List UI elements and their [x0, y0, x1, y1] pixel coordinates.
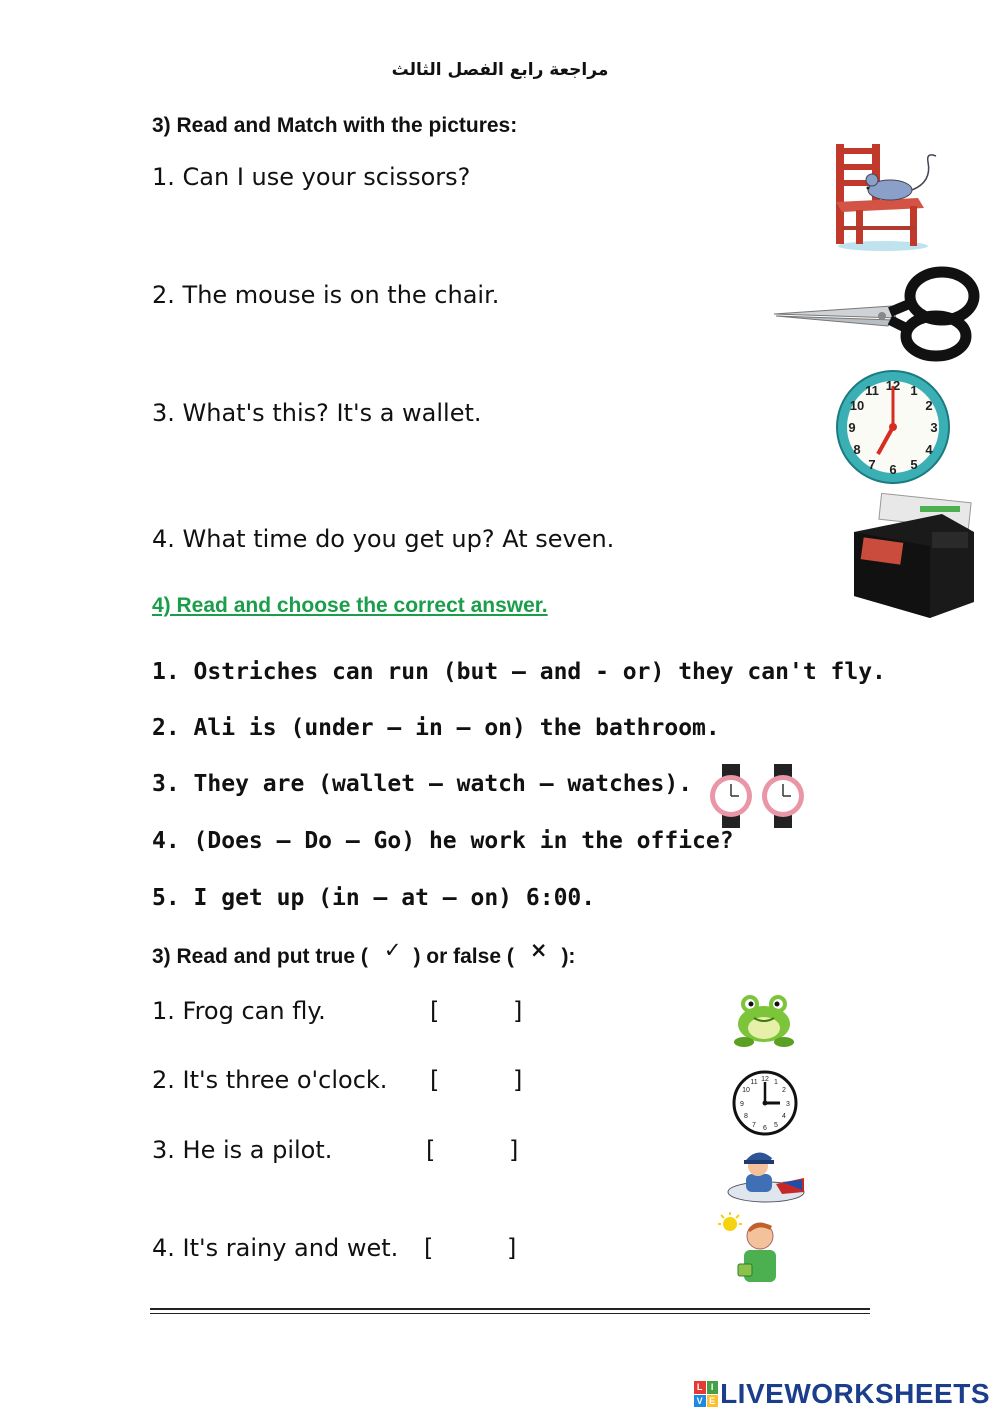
svg-text:9: 9 — [740, 1101, 744, 1108]
svg-text:8: 8 — [744, 1113, 748, 1120]
svg-text:10: 10 — [742, 1087, 750, 1094]
watches-picture — [708, 764, 810, 828]
svg-text:9: 9 — [848, 420, 856, 435]
pilot-picture — [726, 1144, 806, 1208]
svg-text:2: 2 — [782, 1087, 786, 1094]
svg-text:7: 7 — [868, 457, 876, 472]
svg-text:4: 4 — [925, 442, 933, 457]
answer-bracket-close: ] — [509, 1136, 519, 1164]
match-item-1: 1. Can I use your scissors? — [152, 163, 471, 191]
svg-text:10: 10 — [849, 398, 865, 413]
svg-text:1: 1 — [774, 1079, 778, 1086]
clock-three-picture — [732, 1070, 798, 1136]
answer-bracket-open: [ — [424, 1234, 434, 1262]
svg-text:11: 11 — [750, 1079, 758, 1086]
clock-seven-picture[interactable] — [834, 368, 952, 486]
truefalse-heading-part2: ) or false ( — [413, 945, 514, 968]
cross-mark-icon: × — [529, 938, 548, 962]
truefalse-item-1: 1. Frog can fly. — [152, 997, 326, 1025]
svg-text:6: 6 — [889, 462, 897, 477]
liveworksheets-logo-icon — [694, 1381, 718, 1407]
logo-letter: L — [694, 1381, 706, 1394]
svg-text:3: 3 — [930, 420, 938, 435]
answer-bracket-close: ] — [507, 1234, 517, 1262]
choose-item-3: 3. They are (wallet – watch – watches). — [152, 771, 693, 797]
logo-letter: E — [707, 1395, 719, 1408]
choose-item-1: 1. Ostriches can run (but – and - or) they can't fly. — [152, 659, 886, 685]
truefalse-item-4: 4. It's rainy and wet. — [152, 1234, 399, 1262]
choose-heading: 4) Read and choose the correct answer. — [152, 594, 548, 617]
svg-text:4: 4 — [782, 1113, 786, 1120]
divider-line — [150, 1313, 870, 1314]
svg-text:12: 12 — [885, 378, 901, 393]
worksheet-title: مراجعة رابع الفصل الثالث — [391, 60, 609, 80]
svg-text:1: 1 — [910, 383, 918, 398]
svg-text:8: 8 — [853, 442, 861, 457]
wallet-picture[interactable] — [850, 492, 980, 620]
liveworksheets-logo-text: LIVEWORKSHEETS — [720, 1378, 990, 1409]
frog-picture — [734, 994, 794, 1048]
choose-item-4: 4. (Does – Do – Go) he work in the office? — [152, 828, 734, 854]
answer-bracket-open: [ — [430, 1066, 440, 1094]
check-mark-icon: ✓ — [383, 938, 402, 962]
match-item-3: 3. What's this? It's a wallet. — [152, 399, 482, 427]
svg-text:2: 2 — [925, 398, 933, 413]
logo-letter: I — [707, 1381, 719, 1394]
answer-bracket-open: [ — [426, 1136, 436, 1164]
truefalse-heading-part3: ): — [561, 945, 576, 968]
rainy-boy-picture — [716, 1212, 788, 1290]
truefalse-heading — [152, 938, 576, 969]
match-item-4: 4. What time do you get up? At seven. — [152, 525, 615, 553]
truefalse-heading-part1: 3) Read and put true ( — [152, 945, 368, 968]
svg-text:11: 11 — [865, 383, 879, 398]
scissors-picture[interactable] — [772, 266, 978, 362]
liveworksheets-logo — [694, 1378, 990, 1410]
answer-box-1[interactable] — [445, 997, 509, 1029]
answer-box-4[interactable] — [439, 1234, 503, 1266]
svg-text:12: 12 — [761, 1076, 769, 1083]
answer-box-3[interactable] — [441, 1136, 505, 1168]
answer-box-2[interactable] — [445, 1066, 509, 1098]
svg-text:5: 5 — [774, 1122, 778, 1129]
svg-text:5: 5 — [910, 457, 918, 472]
answer-bracket-close: ] — [513, 997, 523, 1025]
logo-letter: V — [694, 1395, 706, 1408]
choose-item-2: 2. Ali is (under – in – on) the bathroom. — [152, 715, 720, 741]
svg-text:6: 6 — [763, 1125, 767, 1132]
choose-item-5: 5. I get up (in – at – on) 6:00. — [152, 885, 596, 911]
chair-mouse-picture[interactable] — [828, 142, 948, 254]
divider-line — [150, 1308, 870, 1310]
truefalse-item-3: 3. He is a pilot. — [152, 1136, 333, 1164]
answer-bracket-open: [ — [430, 997, 440, 1025]
answer-bracket-close: ] — [513, 1066, 523, 1094]
match-item-2: 2. The mouse is on the chair. — [152, 281, 500, 309]
match-heading: 3) Read and Match with the pictures: — [152, 114, 518, 137]
svg-text:7: 7 — [752, 1122, 756, 1129]
svg-text:3: 3 — [786, 1101, 790, 1108]
truefalse-item-2: 2. It's three o'clock. — [152, 1066, 388, 1094]
